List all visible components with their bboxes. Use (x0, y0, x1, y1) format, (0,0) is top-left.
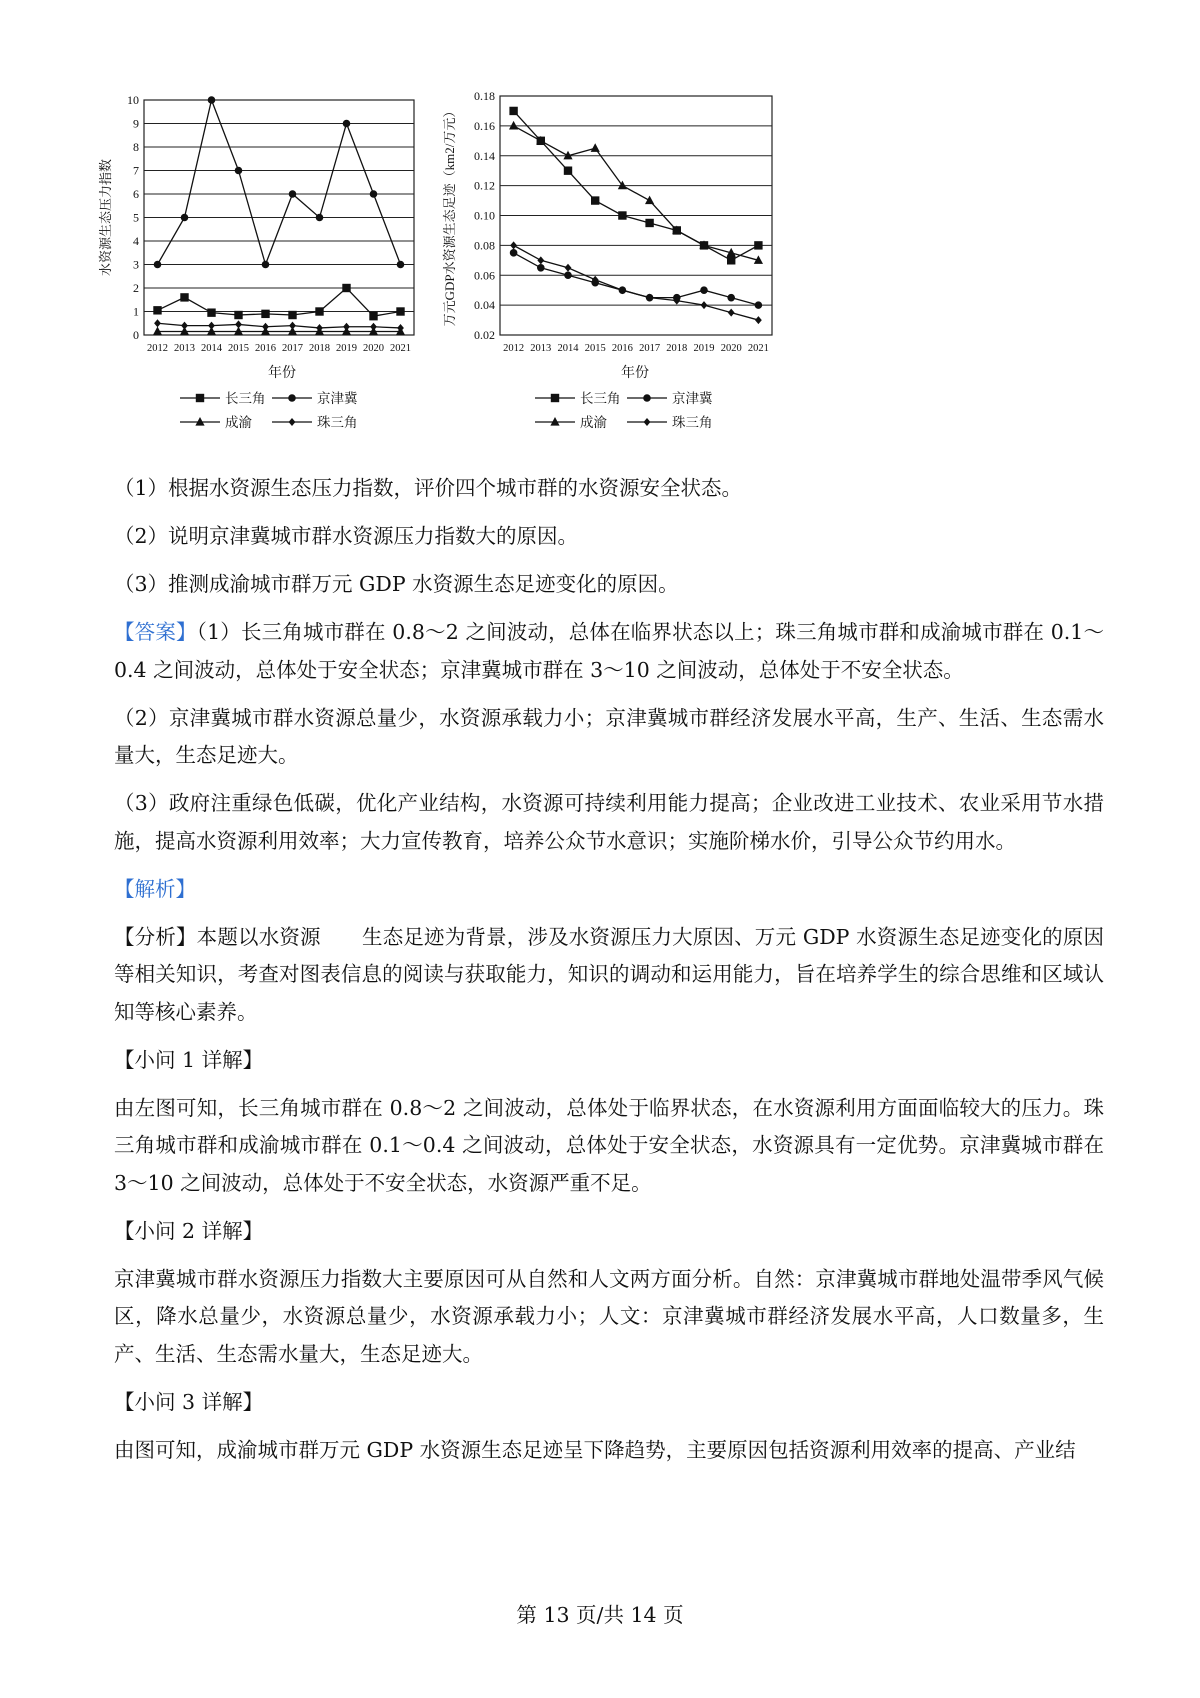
data-point-长三角 (591, 196, 599, 204)
y-tick-label: 3 (133, 257, 139, 272)
data-point-长三角 (396, 307, 404, 315)
data-point-长三角 (727, 256, 735, 264)
x-tick-label: 2015 (228, 343, 249, 354)
answer-text-1: （1）长三角城市群在 0.8～2 之间波动，总体在临界状态以上；珠三角城市群和成渝城市群在 0.1～0.4 之间波动，总体处于安全状态；京津冀城市群在 3～10 之间波动，总体处于不安全状态。 (114, 620, 1105, 682)
y-tick-label: 5 (133, 210, 139, 225)
data-point-珠三角 (397, 324, 404, 332)
data-point-京津冀 (755, 301, 763, 309)
legend-label: 京津冀 (317, 391, 358, 406)
series-line-珠三角 (514, 245, 759, 320)
y-axis-label: 万元GDP水资源生态足迹（km2/万元） (442, 104, 457, 327)
y-tick-label: 7 (133, 163, 139, 178)
analysis-label: 【解析】 (114, 876, 196, 901)
y-tick-label: 8 (133, 140, 139, 154)
answer-paragraph-1 (114, 614, 1104, 689)
legend-marker (288, 394, 296, 402)
answer-paragraph-3: （3）政府注重绿色低碳，优化产业结构，水资源可持续利用能力提高；企业改进工业技术、农业采用节水措施，提高水资源利用效率；大力宣传教育，培养公众节水意识；实施阶梯水价，引导公众节约用水。 (114, 791, 1104, 853)
data-point-珠三角 (755, 316, 762, 324)
data-point-珠三角 (565, 264, 572, 272)
x-tick-label: 2017 (282, 343, 303, 354)
data-point-成渝 (509, 121, 518, 130)
answer-label: 【答案】 (114, 620, 197, 644)
sub-question-3-title: 【小问 3 详解】 (114, 1389, 264, 1414)
data-point-珠三角 (510, 241, 517, 249)
series-line-成渝 (514, 126, 759, 260)
y-axis-label: 水资源生态压力指数 (98, 158, 113, 277)
legend-marker (643, 394, 651, 402)
data-point-长三角 (618, 211, 626, 219)
legend-label: 成渝 (225, 415, 252, 430)
sub-question-3-text: 由图可知，成渝城市群万元 GDP 水资源生态足迹呈下降趋势，主要原因包括资源利用效率的提高、产业结 (114, 1437, 1076, 1462)
question-2: （2）说明京津冀城市群水资源压力指数大的原因。 (114, 524, 579, 548)
data-point-京津冀 (289, 190, 297, 198)
x-tick-label: 2021 (747, 343, 769, 354)
x-tick-label: 2012 (503, 343, 525, 354)
x-tick-label: 2014 (201, 343, 222, 354)
page-number: 第 13 页/共 14 页 (516, 1603, 684, 1627)
data-point-长三角 (754, 241, 762, 249)
y-tick-label: 0 (133, 328, 139, 342)
sub-question-2-title: 【小问 2 详解】 (114, 1218, 264, 1243)
data-point-长三角 (564, 166, 572, 174)
legend-label: 成渝 (580, 415, 607, 430)
y-tick-label: 1 (133, 304, 139, 319)
data-point-京津冀 (564, 271, 572, 279)
data-point-京津冀 (370, 190, 378, 198)
data-point-珠三角 (728, 309, 735, 317)
x-tick-label: 2018 (666, 343, 688, 354)
x-axis-label: 年份 (268, 366, 296, 381)
data-point-珠三角 (154, 319, 161, 327)
x-tick-label: 2020 (720, 343, 742, 354)
data-point-长三角 (509, 107, 517, 115)
x-tick-label: 2018 (309, 343, 330, 354)
data-point-成渝 (645, 196, 654, 205)
chart-gdp-footprint-svg (440, 88, 800, 446)
series-line-京津冀 (158, 100, 401, 265)
y-tick-label: 9 (133, 116, 139, 131)
legend-marker (550, 417, 559, 426)
data-point-京津冀 (343, 120, 351, 128)
data-point-京津冀 (727, 294, 735, 302)
y-tick-label: 2 (133, 281, 139, 295)
data-point-珠三角 (208, 322, 215, 330)
data-point-京津冀 (537, 264, 545, 272)
y-tick-label: 0.12 (474, 178, 495, 193)
data-point-珠三角 (370, 323, 377, 331)
data-point-长三角 (342, 284, 350, 292)
legend-label: 京津冀 (672, 391, 713, 406)
y-tick-label: 0.10 (474, 208, 495, 223)
legend-marker (196, 394, 204, 402)
question-1: （1）根据水资源生态压力指数，评价四个城市群的水资源安全状态。 (114, 476, 743, 500)
data-point-珠三角 (289, 322, 296, 330)
data-point-京津冀 (510, 249, 518, 257)
legend-label: 长三角 (225, 391, 266, 406)
data-point-京津冀 (154, 261, 162, 269)
data-point-长三角 (288, 311, 296, 319)
y-tick-label: 0.08 (474, 238, 495, 253)
data-point-京津冀 (262, 261, 270, 269)
data-point-珠三角 (537, 256, 544, 264)
legend-label: 珠三角 (672, 415, 713, 430)
x-tick-label: 2014 (557, 343, 579, 354)
x-tick-label: 2016 (611, 343, 633, 354)
answer-paragraph-2: （2）京津冀城市群水资源总量少，水资源承载力小；京津冀城市群经济发展水平高，生产、生活、生态需水量大，生态足迹大。 (114, 705, 1104, 767)
data-point-长三角 (207, 308, 215, 316)
y-tick-label: 0.04 (474, 298, 495, 313)
x-tick-label: 2013 (174, 343, 195, 354)
data-point-京津冀 (181, 214, 189, 222)
data-point-京津冀 (397, 261, 405, 269)
x-tick-label: 2012 (147, 343, 168, 354)
analysis-summary: 【分析】本题以水资源 生态足迹为背景，涉及水资源压力大原因、万元 GDP 水资源生态足迹变化的原因等相关知识，考查对图表信息的阅读与获取能力，知识的调动和运用能力，旨在培养学生的综合思维和区域认知等核心素养。 (114, 924, 1104, 1024)
data-point-京津冀 (235, 167, 243, 175)
x-tick-label: 2015 (584, 343, 606, 354)
y-tick-label: 6 (133, 187, 139, 201)
x-tick-label: 2013 (530, 343, 552, 354)
data-point-珠三角 (235, 320, 242, 328)
data-point-京津冀 (700, 286, 708, 294)
data-point-成渝 (591, 143, 600, 152)
document-body (114, 470, 1104, 1480)
legend-label: 珠三角 (317, 415, 358, 430)
y-tick-label: 4 (133, 234, 139, 248)
data-point-京津冀 (316, 214, 324, 222)
y-tick-label: 0.18 (474, 89, 495, 103)
data-point-成渝 (153, 326, 162, 335)
x-tick-label: 2021 (390, 343, 411, 354)
legend-marker (644, 418, 651, 426)
data-point-珠三角 (701, 301, 708, 309)
chart-water-pressure-svg (92, 88, 444, 446)
series-line-京津冀 (514, 253, 759, 305)
chart-water-pressure-index (92, 88, 444, 446)
data-point-长三角 (153, 306, 161, 314)
x-axis-label: 年份 (621, 366, 649, 381)
data-point-长三角 (261, 310, 269, 318)
data-point-珠三角 (262, 323, 269, 331)
question-3: （3）推测成渝城市群万元 GDP 水资源生态足迹变化的原因。 (114, 572, 679, 596)
y-tick-label: 0.06 (474, 268, 495, 283)
data-point-长三角 (369, 312, 377, 320)
legend-label: 长三角 (580, 391, 621, 406)
data-point-京津冀 (208, 96, 216, 104)
x-tick-label: 2020 (363, 343, 384, 354)
legend-marker (551, 394, 559, 402)
sub-question-1-text: 由左图可知，长三角城市群在 0.8～2 之间波动，总体处于临界状态，在水资源利用方面面临较大的压力。珠三角城市群和成渝城市群在 0.1～0.4 之间波动，总体处于安全状态，水资源具有一定优势。京津冀城市群在 3～10 之间波动，总体处于不安全状态，水资源严重不足。 (114, 1095, 1104, 1195)
data-point-珠三角 (316, 324, 323, 332)
data-point-珠三角 (181, 322, 188, 330)
sub-question-2-text: 京津冀城市群水资源压力指数大主要原因可从自然和人文两方面分析。自然：京津冀城市群地处温带季风气候区，降水总量少，水资源总量少，水资源承载力小；人文：京津冀城市群经济发展水平高，人口数量多，生产、生活、生态需水量大，生态足迹大。 (114, 1266, 1104, 1366)
x-tick-label: 2016 (255, 343, 276, 354)
legend-marker (289, 418, 296, 426)
y-tick-label: 0.16 (474, 118, 495, 133)
data-point-长三角 (645, 219, 653, 227)
y-tick-label: 10 (127, 93, 139, 107)
x-tick-label: 2019 (693, 343, 715, 354)
data-point-长三角 (234, 311, 242, 319)
x-tick-label: 2019 (336, 343, 357, 354)
legend-marker (195, 417, 204, 426)
sub-question-1-title: 【小问 1 详解】 (114, 1047, 264, 1072)
y-tick-label: 0.14 (474, 148, 495, 163)
data-point-长三角 (180, 293, 188, 301)
x-tick-label: 2017 (639, 343, 661, 354)
y-tick-label: 0.02 (474, 328, 495, 342)
series-line-珠三角 (158, 323, 401, 328)
chart-gdp-footprint (440, 88, 800, 446)
data-point-长三角 (315, 307, 323, 315)
data-point-珠三角 (343, 323, 350, 331)
